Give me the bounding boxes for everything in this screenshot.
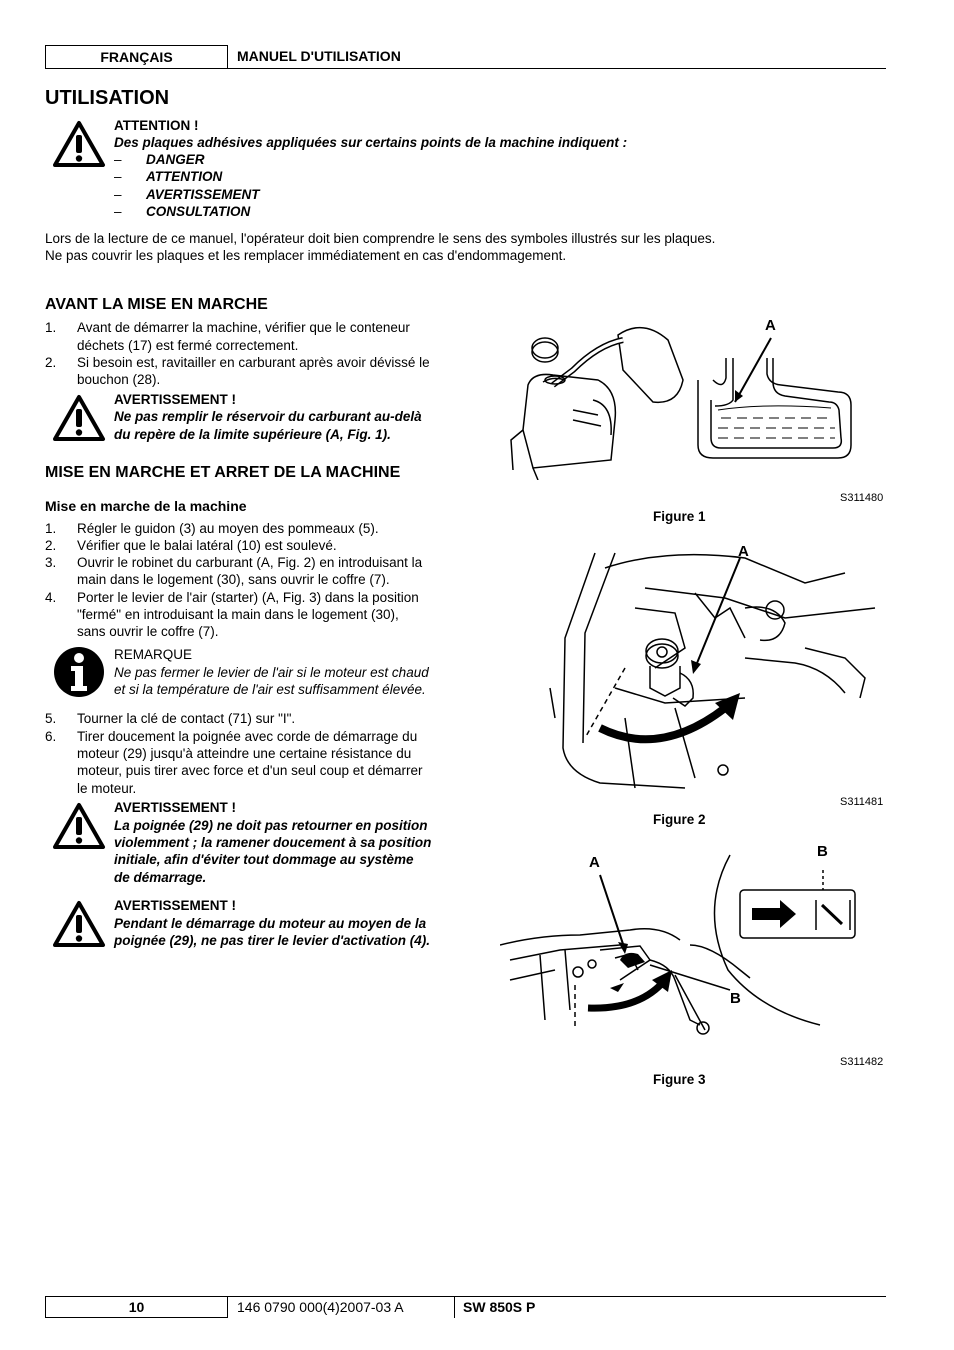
figure-1-illustration bbox=[503, 310, 888, 480]
attention-item: ATTENTION bbox=[146, 169, 223, 184]
figure-2-letter-a: A bbox=[738, 543, 749, 560]
section-title: UTILISATION bbox=[45, 87, 170, 109]
note-text: Ne pas fermer le levier de l'air si le moteur est chaud bbox=[114, 665, 429, 680]
warning-text: Pendant le démarrage du moteur au moyen de la bbox=[114, 916, 427, 931]
figure-2-caption: Figure 2 bbox=[653, 812, 706, 827]
note-label: REMARQUE bbox=[114, 647, 193, 662]
step-text: main dans le logement (30), sans ouvrir le coffre (7). bbox=[77, 572, 390, 587]
figure-1-caption: Figure 1 bbox=[653, 509, 706, 524]
marche-subtitle: Mise en marche de la machine bbox=[45, 498, 247, 514]
figure-3-caption: Figure 3 bbox=[653, 1072, 706, 1087]
step-text: sans ouvrir le coffre (7). bbox=[77, 624, 219, 639]
step-number: 4. bbox=[45, 590, 57, 605]
warning-text: initiale, afin d'éviter tout dommage au système bbox=[114, 852, 414, 867]
marche-title: MISE EN MARCHE ET ARRET DE LA MACHINE bbox=[45, 464, 401, 481]
intro-paragraph-line: Lors de la lecture de ce manuel, l'opérateur doit bien comprendre le sens des symboles illustrés sur les plaques. bbox=[45, 231, 716, 246]
header-language: FRANÇAIS bbox=[45, 45, 228, 69]
warning-label: AVERTISSEMENT ! bbox=[114, 898, 237, 913]
attention-item: DANGER bbox=[146, 152, 205, 167]
warning-text: poignée (29), ne pas tirer le levier d'activation (4). bbox=[114, 933, 431, 948]
step-number: 3. bbox=[45, 555, 57, 570]
step-number: 5. bbox=[45, 711, 57, 726]
warning-triangle-icon bbox=[52, 900, 106, 948]
step-number: 1. bbox=[45, 521, 57, 536]
figure-3-illustration bbox=[500, 850, 886, 1036]
step-text: déchets (17) est fermé correctement. bbox=[77, 338, 299, 353]
warning-text: du repère de la limite supérieure (A, Fig. 1). bbox=[114, 427, 391, 442]
figure-3-code: S311482 bbox=[840, 1056, 884, 1068]
figure-1-code: S311480 bbox=[840, 492, 884, 504]
figure-2-code: S311481 bbox=[840, 796, 884, 808]
attention-item: AVERTISSEMENT bbox=[146, 187, 260, 202]
dash: – bbox=[114, 169, 122, 184]
warning-text: La poignée (29) ne doit pas retourner en position bbox=[114, 818, 428, 833]
figure-3-letter-a: A bbox=[589, 854, 600, 871]
warning-triangle-icon bbox=[52, 394, 106, 442]
step-text: bouchon (28). bbox=[77, 372, 161, 387]
intro-paragraph-line: Ne pas couvrir les plaques et les remplacer immédiatement en cas d'endommagement. bbox=[45, 248, 567, 263]
step-text: moteur, puis tirer avec force et d'un seul coup et démarrer bbox=[77, 763, 423, 778]
figure-1-letter-a: A bbox=[765, 317, 776, 334]
header-rule bbox=[228, 68, 886, 69]
note-text: et si la température de l'air est suffisamment élevée. bbox=[114, 682, 426, 697]
step-text: Vérifier que le balai latéral (10) est soulevé. bbox=[77, 538, 337, 553]
warning-triangle-icon bbox=[52, 120, 106, 168]
figure-3-letter-b: B bbox=[730, 990, 741, 1007]
step-text: Porter le levier de l'air (starter) (A, Fig. 3) dans la position bbox=[77, 590, 419, 605]
attention-label: ATTENTION ! bbox=[114, 118, 199, 133]
figure-3-letter-b: B bbox=[817, 843, 828, 860]
step-text: Ouvrir le robinet du carburant (A, Fig. 2) en introduisant la bbox=[77, 555, 423, 570]
step-text: Si besoin est, ravitailler en carburant après avoir dévissé le bbox=[77, 355, 430, 370]
step-text: Avant de démarrer la machine, vérifier que le conteneur bbox=[77, 320, 410, 335]
footer-doc-ref: 146 0790 000(4)2007-03 A bbox=[237, 1299, 404, 1315]
warning-label: AVERTISSEMENT ! bbox=[114, 800, 237, 815]
warning-text: de démarrage. bbox=[114, 870, 207, 885]
step-number: 6. bbox=[45, 729, 57, 744]
step-number: 2. bbox=[45, 355, 57, 370]
header-title: MANUEL D'UTILISATION bbox=[237, 48, 401, 64]
dash: – bbox=[114, 204, 122, 219]
step-number: 1. bbox=[45, 320, 57, 335]
dash: – bbox=[114, 152, 122, 167]
avant-title: AVANT LA MISE EN MARCHE bbox=[45, 296, 268, 313]
footer-model: SW 850S P bbox=[463, 1299, 536, 1315]
warning-text: violemment ; la ramener doucement à sa position bbox=[114, 835, 432, 850]
step-text: Régler le guidon (3) au moyen des pommeaux (5). bbox=[77, 521, 379, 536]
info-icon bbox=[52, 646, 106, 698]
attention-intro: Des plaques adhésives appliquées sur certains points de la machine indiquent : bbox=[114, 135, 628, 150]
warning-text: Ne pas remplir le réservoir du carburant au-delà bbox=[114, 409, 422, 424]
warning-triangle-icon bbox=[52, 802, 106, 850]
dash: – bbox=[114, 187, 122, 202]
step-number: 2. bbox=[45, 538, 57, 553]
footer-separator bbox=[454, 1296, 455, 1318]
warning-label: AVERTISSEMENT ! bbox=[114, 392, 237, 407]
footer-page-number: 10 bbox=[45, 1296, 228, 1318]
step-text: Tirer doucement la poignée avec corde de démarrage du bbox=[77, 729, 418, 744]
attention-item: CONSULTATION bbox=[146, 204, 251, 219]
figure-2-illustration bbox=[545, 548, 885, 790]
step-text: moteur (29) jusqu'à atteindre une certaine résistance du bbox=[77, 746, 412, 761]
step-text: le moteur. bbox=[77, 781, 137, 796]
step-text: Tourner la clé de contact (71) sur "I". bbox=[77, 711, 296, 726]
step-text: "fermé" en introduisant la main dans le logement (30), bbox=[77, 607, 399, 622]
